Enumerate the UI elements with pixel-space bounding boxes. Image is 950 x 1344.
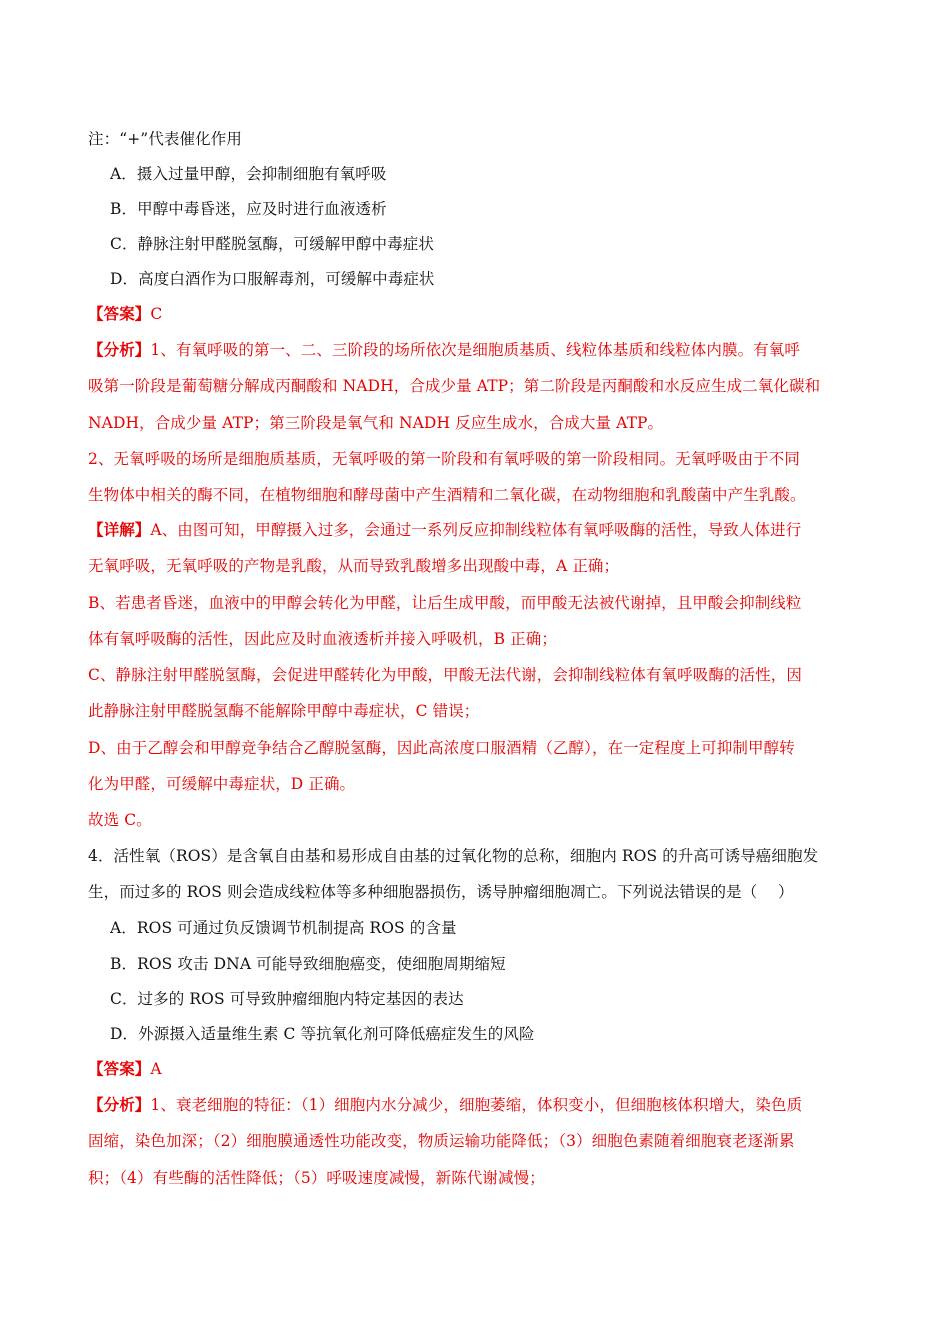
q3-option-a: A．摄入过量甲醇，会抑制细胞有氧呼吸 [110, 165, 387, 183]
analysis-tag: 【分析】 [88, 340, 151, 359]
q3-analysis-line [88, 340, 866, 360]
analysis-text: 1、有氧呼吸的第一、二、三阶段的场所依次是细胞质基质、线粒体基质和线粒体内膜。有氧呼 [150, 341, 800, 359]
answer-tag: 【答案】 [88, 304, 151, 323]
q3-option-c: C．静脉注射甲醛脱氢酶，可缓解甲醇中毒症状 [110, 235, 434, 253]
q4-analysis-line [88, 1095, 866, 1115]
q3-detail-line: 化为甲醛，可缓解中毒症状，D 正确。 [88, 775, 356, 793]
q3-detail-line: 此静脉注射甲醛脱氢酶不能解除甲醇中毒症状，C 错误； [88, 702, 480, 720]
q3-conclusion: 故选 C。 [88, 811, 152, 829]
q3-analysis-line: NADH，合成少量 ATP；第三阶段是氧气和 NADH 反应生成水，合成大量 ATP。 [88, 414, 664, 432]
q3-detail-line [88, 520, 866, 540]
q4-option-d: D．外源摄入适量维生素 C 等抗氧化剂可降低癌症发生的风险 [110, 1025, 535, 1043]
analysis-tag: 【分析】 [88, 1095, 151, 1114]
q3-analysis-line: 2、无氧呼吸的场所是细胞质基质，无氧呼吸的第一阶段和有氧呼吸的第一阶段相同。无氧呼吸由于不同 [88, 450, 800, 468]
q4-option-b: B．ROS 攻击 DNA 可能导致细胞癌变，使细胞周期缩短 [110, 955, 506, 973]
answer-value: C [150, 305, 163, 323]
q4-option-a: A．ROS 可通过负反馈调节机制提高 ROS 的含量 [110, 919, 457, 937]
q4-analysis-line: 积；（4）有些酶的活性降低；（5）呼吸速度减慢，新陈代谢减慢； [88, 1169, 545, 1187]
q3-detail-line: C、静脉注射甲醛脱氢酶，会促进甲醛转化为甲酸，甲酸无法代谢，会抑制线粒体有氧呼吸酶的活性，因 [88, 666, 802, 684]
q3-detail-line: 体有氧呼吸酶的活性，因此应及时血液透析并接入呼吸机，B 正确； [88, 630, 557, 648]
q3-option-b: B．甲醇中毒昏迷，应及时进行血液透析 [110, 200, 387, 218]
q4-option-c: C．过多的 ROS 可导致肿瘤细胞内特定基因的表达 [110, 990, 464, 1008]
q3-option-d: D．高度白酒作为口服解毒剂，可缓解中毒症状 [110, 270, 435, 288]
q3-analysis-line: 吸第一阶段是葡萄糖分解成丙酮酸和 NADH，合成少量 ATP；第二阶段是丙酮酸和水反应生成二氧化碳和 [88, 377, 821, 395]
figure-note: 注：“+”代表催化作用 [88, 130, 242, 148]
q4-stem-line: 生，而过多的 ROS 则会造成线粒体等多种细胞器损伤，诱导肿瘤细胞凋亡。下列说法错误的是（ ） [88, 883, 794, 901]
q3-answer [88, 304, 866, 324]
q4-answer [88, 1059, 866, 1079]
analysis-text: 1、衰老细胞的特征：（1）细胞内水分减少，细胞萎缩，体积变小，但细胞核体积增大，染色质 [150, 1096, 803, 1114]
q3-detail-line: 无氧呼吸，无氧呼吸的产物是乳酸，从而导致乳酸增多出现酸中毒，A 正确； [88, 557, 620, 575]
q3-detail-line: D、由于乙醇会和甲醇竞争结合乙醇脱氢酶，因此高浓度口服酒精（乙醇），在一定程度上可抑制甲醇转 [88, 739, 795, 757]
detail-text: A、由图可知，甲醇摄入过多，会通过一系列反应抑制线粒体有氧呼吸酶的活性，导致人体进行 [150, 521, 802, 539]
answer-value: A [150, 1060, 162, 1078]
q4-stem-line: 4．活性氧（ROS）是含氧自由基和易形成自由基的过氧化物的总称，细胞内 ROS 的升高可诱导癌细胞发 [88, 847, 819, 865]
q3-analysis-line: 生物体中相关的酶不同，在植物细胞和酵母菌中产生酒精和二氧化碳，在动物细胞和乳酸菌中产生乳酸。 [88, 486, 806, 504]
answer-tag: 【答案】 [88, 1059, 151, 1078]
q4-analysis-line: 固缩，染色加深；（2）细胞膜通透性功能改变，物质运输功能降低；（3）细胞色素随着细胞衰老逐渐累 [88, 1132, 795, 1150]
q3-detail-line: B、若患者昏迷，血液中的甲醇会转化为甲醛，让后生成甲酸，而甲酸无法被代谢掉，且甲酸会抑制线粒 [88, 594, 802, 612]
detail-tag: 【详解】 [88, 520, 151, 539]
